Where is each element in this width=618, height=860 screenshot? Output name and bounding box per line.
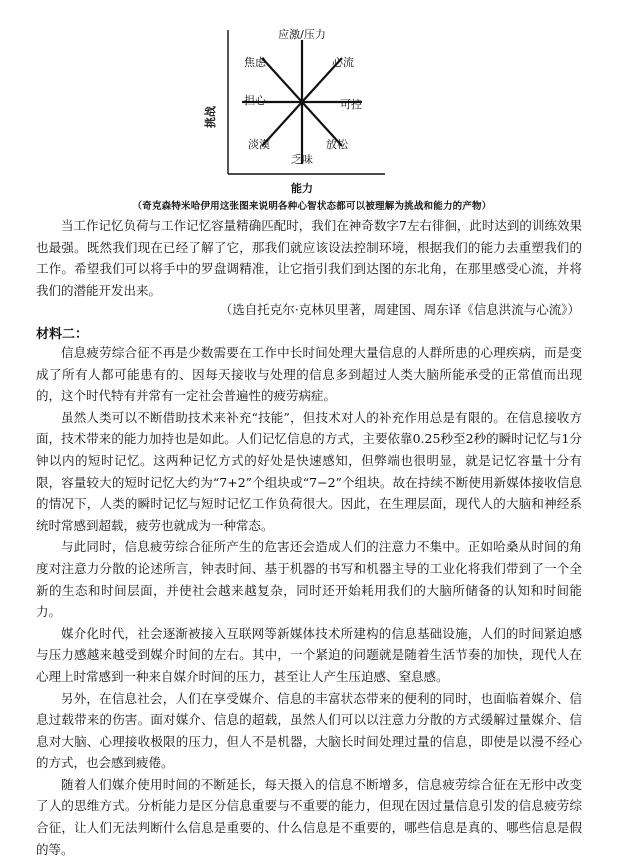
section-heading: 材料二： [36,327,89,342]
material-two-text [36,342,582,860]
state-right: 可控 [340,98,362,111]
paragraph: 信息疲劳综合征不再是少数需要在工作中长时间处理大量信息的人群所患的心理疾病，而是变成了所有人都可能患有的、因每天接收与处理的信息多到超过人类大脑所能承受的正常值而出现的，这个时代特有并常有一定社会普遍性的疲劳病症。 [36,345,582,404]
paragraph: 与此同时，信息疲劳综合征所产生的危害还会造成人们的注意力不集中。正如哈桑从时间的角度对注意力分散的论述所言，钟表时间、基于机器的书写和机器主导的工业化将我们带到了一个全新的生态和时间层面，并使社会越来越复杂，同时还开始耗用我们的大脑所储备的认知和时间能力。 [36,539,582,620]
x-axis-label: 能力 [291,182,313,195]
material-one-text [36,215,582,301]
y-axis-label: 挑战 [204,106,217,128]
paragraph: 虽然人类可以不断借助技术来补充“技能”，但技术对人的补充作用总是有限的。在信息接收方面，技术带来的能力加持也是如此。人们记忆信息的方式，主要依靠0.25秒至2秒的瞬时记忆与1分钟以内的短时记忆。这两种记忆方式的好处是快速感知，但弊端也很明显，就是记忆容量十分有限，容量较大的短时记忆大约为“7+2”个组块或“7−2”个组块。故在持续不断使用新媒体接收信息的情况下，人类的瞬时记忆与短时记忆工作负荷很大。因此，在生理层面，现代人的大脑和神经系统时常感到超载，疲劳也就成为一种常态。 [36,409,582,533]
source-citation: （选自托克尔·克林贝里著，周建国、周东译《信息洪流与心流》） [219,302,580,317]
state-diagram [200,22,400,200]
state-left: 担心 [244,94,266,107]
state-bottom: 乏味 [291,153,313,166]
state-top: 应激/压力 [278,28,326,41]
paragraph: 当工作记忆负荷与工作记忆容量精确匹配时，我们在神奇数字7左右徘徊，此时达到的训练效果也最强。既然我们现在已经了解了它，那我们就应该设法控制环境，根据我们的能力去重塑我们的工作。希望我们可以将手中的罗盘调精准，让它指引我们到达图的东北角，在那里感受心流，并将我们的潜能开发出来。 [36,218,582,298]
paragraph: 媒介化时代，社会逐渐被接入互联网等新媒体技术所建构的信息基础设施，人们的时间紧迫感与压力感越来越受到媒介时间的左右。其中，一个紧迫的问题就是随着生活节奏的加快，现代人在心理上时常感到一种来自媒介时间的压力，甚至让人产生压迫感、窒息感。 [36,625,582,684]
state-upper-left: 焦虑 [244,56,266,69]
state-diagram-svg [200,22,400,200]
paragraph: 另外，在信息社会，人们在享受媒介、信息的丰富状态带来的便利的同时，也面临着媒介、信息过载带来的伤害。面对媒介、信息的超载，虽然人们可以以注意力分散的方式缓解过量媒介、信息对大脑、心理接收极限的压力，但人不是机器，大脑长时间处理过量的信息，即使是以漫不经心的方式，也会感到疲倦。 [36,690,582,771]
state-lower-right: 放松 [326,138,348,151]
paragraph: 随着人们媒介使用时间的不断延长，每天摄入的信息不断增多，信息疲劳综合征在无形中改变了人的思维方式。分析能力是区分信息重要与不重要的能力，但现在因过量信息引发的信息疲劳综合征，让人们无法判断什么信息是重要的、什么信息是不重要的，哪些信息是真的、哪些信息是假的等。 [36,776,582,857]
state-upper-right: 心流 [332,56,354,69]
figure-caption: （奇克森特米哈伊用这张图来说明各种心智状态都可以被理解为挑战和能力的产物） [132,201,492,212]
state-lower-left: 淡漠 [248,138,270,151]
